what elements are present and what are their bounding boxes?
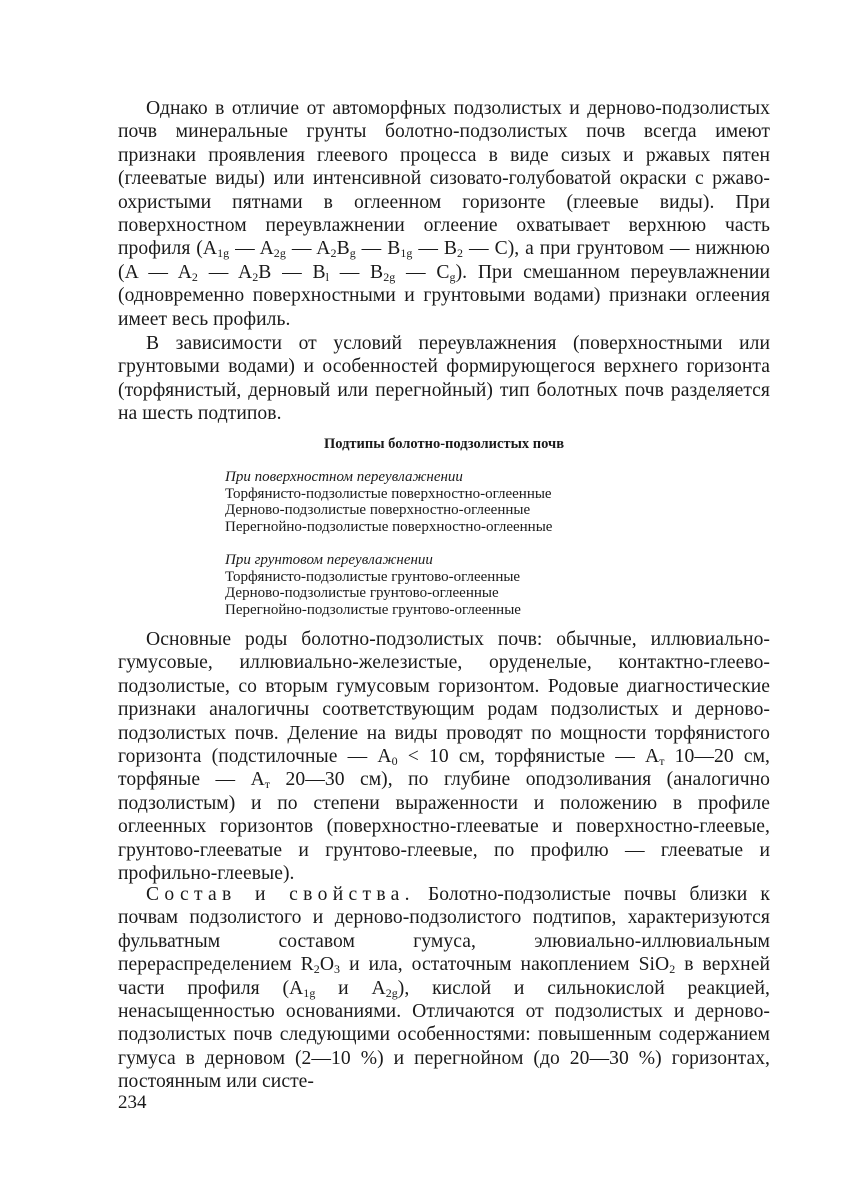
paragraph-gleying: Однако в отличие от автоморфных подзолистых и дерново-подзолистых почв минеральные грунты болотно-подзолистых почв всегда имеют признаки проявления глеевого процесса в виде сизых и ржавых пятен (глееватые виды) или интенсивной сизовато-голубоватой окраски с ржаво-охристыми пятнами в оглеенном горизонте (глеевые виды). При поверхностном переувлажнении оглеение охватывает верхнюю часть профиля ($A_{1g}$ — $A_{2g}$ — $A_2B_g$ — $B_{1g}$ — $B_2$ — C), а при грунтовом — нижнюю (A — $A_2$ — $A_2B$ — $B_l$ — $B_{2g}$ — $C_g$). При смешанном переувлажнении (одновременно поверхностными и грунтовыми водами) признаки оглеения имеет весь профиль. xyxy=(118,98,770,330)
list-item: Перегнойно-подзолистые грунтово-оглеенные xyxy=(225,601,521,618)
section-heading: Состав и свойства. xyxy=(146,884,415,905)
paragraph-composition: Состав и свойства. Болотно-подзолистые почвы близки к почвам подзолистого и дерново-подзолистого подтипов, характеризуются фульватным составом гумуса, элювиально-иллювиальным перераспределением $R_2O_3$ и ила, остаточным накоплением SiO$_2$ в верхней части профиля ($A_{1g}$ и $A_{2g}$), кислой и сильнокислой реакцией, ненасыщенностью основаниями. Отличаются от подзолистых и дерново-подзолистых почв следующими особенностями: повышенным содержанием гумуса в дерновом (2—10 %) и перегнойном (до 20—30 %) горизонтах, постоянным или систе- xyxy=(118,884,771,1093)
group-heading: При поверхностном переувлажнении xyxy=(225,469,463,485)
list-item: Дерново-подзолистые грунтово-оглеенные xyxy=(225,585,499,602)
paragraph-genera: Основные роды болотно-подзолистых почв: обычные, иллювиально-гумусовые, иллювиально-железистые, оруденелые, контактно-глеево-подзолистые, со вторым гумусовым горизонтом. Родовые диагностические признаки аналогичны соответствующим родам подзолистых и дерново-подзолистых почв. Деление на виды проводят по мощности торфянистого горизонта (подстилочные — $A_0 < 10$ см, торфянистые — $A_т$ 10—20 см, торфяные — $A_т$ 20—30 см), по глубине оподзоливания (аналогично подзолистым) и по степени выраженности и положению в профиле оглеенных горизонтов (поверхностно-глееватые и поверхностно-глеевые, грунтово-глееватые и грунтово-глеевые, по профилю — глееватые и профильно-глеевые). xyxy=(118,629,770,885)
list-item: Перегнойно-подзолистые поверхностно-оглеенные xyxy=(225,518,553,535)
paragraph-subtypes-intro: В зависимости от условий переувлажнения (поверхностными или грунтовыми водами) и особенностей формирующегося верхнего горизонта (торфянистый, дерновый или перегнойный) тип болотных почв разделяется на шесть подтипов. xyxy=(118,333,770,425)
page-number: 234 xyxy=(118,1092,147,1113)
list-item: Торфянисто-подзолистые грунтово-оглеенные xyxy=(225,568,521,585)
subtype-group-ground xyxy=(225,552,745,618)
list-item: Торфянисто-подзолистые поверхностно-оглеенные xyxy=(225,485,552,502)
list-item: Дерново-подзолистые поверхностно-оглеенные xyxy=(225,502,531,519)
table-title: Подтипы болотно-подзолистых почв xyxy=(323,436,565,452)
group-heading: При грунтовом переувлажнении xyxy=(225,552,433,568)
subtype-group-surface xyxy=(225,469,745,535)
